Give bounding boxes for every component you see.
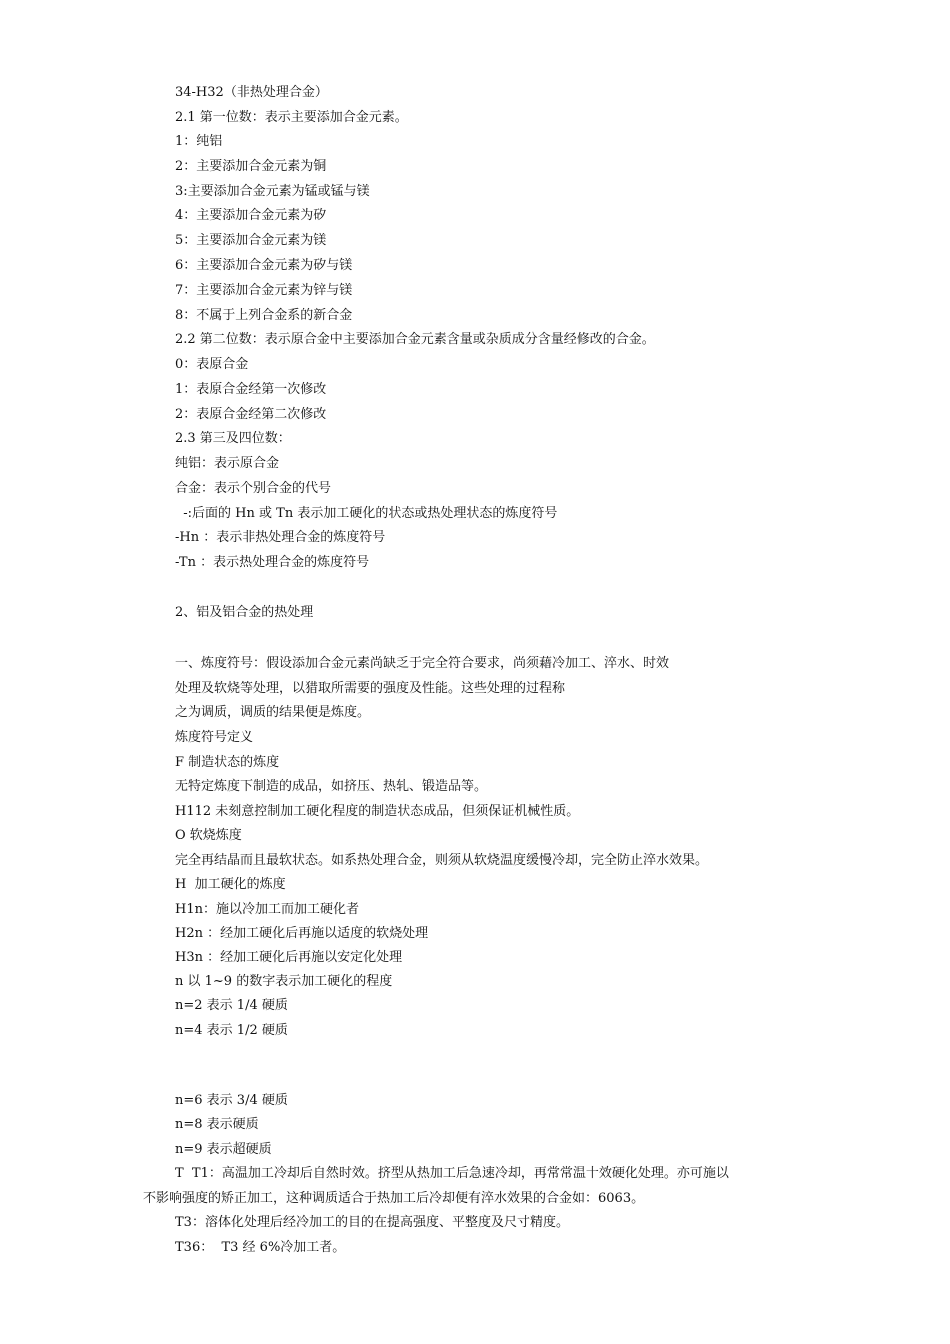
text-line: O 软烧炼度 xyxy=(175,828,242,843)
text-line: n=9 表示超硬质 xyxy=(175,1142,272,1157)
section-heading: 2、铝及铝合金的热处理 xyxy=(175,605,314,620)
text-line: 2.1 第一位数：表示主要添加合金元素。 xyxy=(175,110,408,125)
text-line: 8：不属于上列合金系的新合金 xyxy=(175,308,353,323)
text-line: T36： T3 经 6%冷加工者。 xyxy=(175,1240,346,1255)
text-line: -Tn ：表示热处理合金的炼度符号 xyxy=(175,555,370,570)
text-line: n=4 表示 1/2 硬质 xyxy=(175,1023,288,1038)
text-line: F 制造状态的炼度 xyxy=(175,755,280,770)
text-line: T3：溶体化处理后经冷加工的目的在提高强度、平整度及尺寸精度。 xyxy=(175,1215,569,1230)
text-line: 无特定炼度下制造的成品，如挤压、热轧、锻造品等。 xyxy=(175,779,488,794)
text-line: -:后面的 Hn 或 Tn 表示加工硬化的状态或热处理状态的炼度符号 xyxy=(175,506,558,521)
text-line: 之为调质，调质的结果便是炼度。 xyxy=(175,705,371,720)
text-line: 一、炼度符号：假设添加合金元素尚缺乏于完全符合要求，尚须藉冷加工、淬水、时效 xyxy=(175,656,670,671)
text-line: 2.2 第二位数：表示原合金中主要添加合金元素含量或杂质成分含量经修改的合金。 xyxy=(175,332,655,347)
text-line: 2.3 第三及四位数： xyxy=(175,431,291,446)
text-line: 完全再结晶而且最软状态。如系热处理合金，则须从软烧温度缓慢冷却，完全防止淬水效果。 xyxy=(175,853,709,868)
text-line: n=6 表示 3/4 硬质 xyxy=(175,1093,288,1108)
text-line: 处理及软烧等处理，以猎取所需要的强度及性能。这些处理的过程称 xyxy=(175,681,566,696)
text-line: 6：主要添加合金元素为矽与镁 xyxy=(175,258,353,273)
text-line: 不影响强度的矫正加工，这种调质适合于热加工后冷却便有淬水效果的合金如：6063。 xyxy=(143,1191,645,1206)
text-line: 2：主要添加合金元素为铜 xyxy=(175,159,327,174)
text-line: 2：表原合金经第二次修改 xyxy=(175,407,327,422)
text-line: 7：主要添加合金元素为锌与镁 xyxy=(175,283,353,298)
text-line: 1：表原合金经第一次修改 xyxy=(175,382,327,397)
text-line: 0：表原合金 xyxy=(175,357,249,372)
text-line: H1n：施以冷加工而加工硬化者 xyxy=(175,902,359,917)
text-line: 5：主要添加合金元素为镁 xyxy=(175,233,327,248)
text-line: H2n ：经加工硬化后再施以适度的软烧处理 xyxy=(175,926,429,941)
text-line: -Hn ：表示非热处理合金的炼度符号 xyxy=(175,530,386,545)
text-line: H 加工硬化的炼度 xyxy=(175,877,286,892)
text-line: n=2 表示 1/4 硬质 xyxy=(175,998,288,1013)
text-line: 34-H32（非热处理合金） xyxy=(175,85,328,100)
text-line: 3:主要添加合金元素为锰或锰与镁 xyxy=(175,184,370,199)
text-line: 1：纯铝 xyxy=(175,134,223,149)
text-line: n 以 1~9 的数字表示加工硬化的程度 xyxy=(175,974,393,989)
text-line: 合金：表示个别合金的代号 xyxy=(175,481,332,496)
text-line: T T1：高温加工冷却后自然时效。挤型从热加工后急速冷却，再常常温十效硬化处理。亦可施以 xyxy=(175,1166,729,1181)
text-line: 炼度符号定义 xyxy=(175,730,254,745)
text-line: 纯铝：表示原合金 xyxy=(175,456,280,471)
text-line: n=8 表示硬质 xyxy=(175,1117,259,1132)
text-line: 4：主要添加合金元素为矽 xyxy=(175,208,327,223)
text-line: H112 未刻意控制加工硬化程度的制造状态成品，但须保证机械性质。 xyxy=(175,804,580,819)
text-line: H3n ：经加工硬化后再施以安定化处理 xyxy=(175,950,403,965)
